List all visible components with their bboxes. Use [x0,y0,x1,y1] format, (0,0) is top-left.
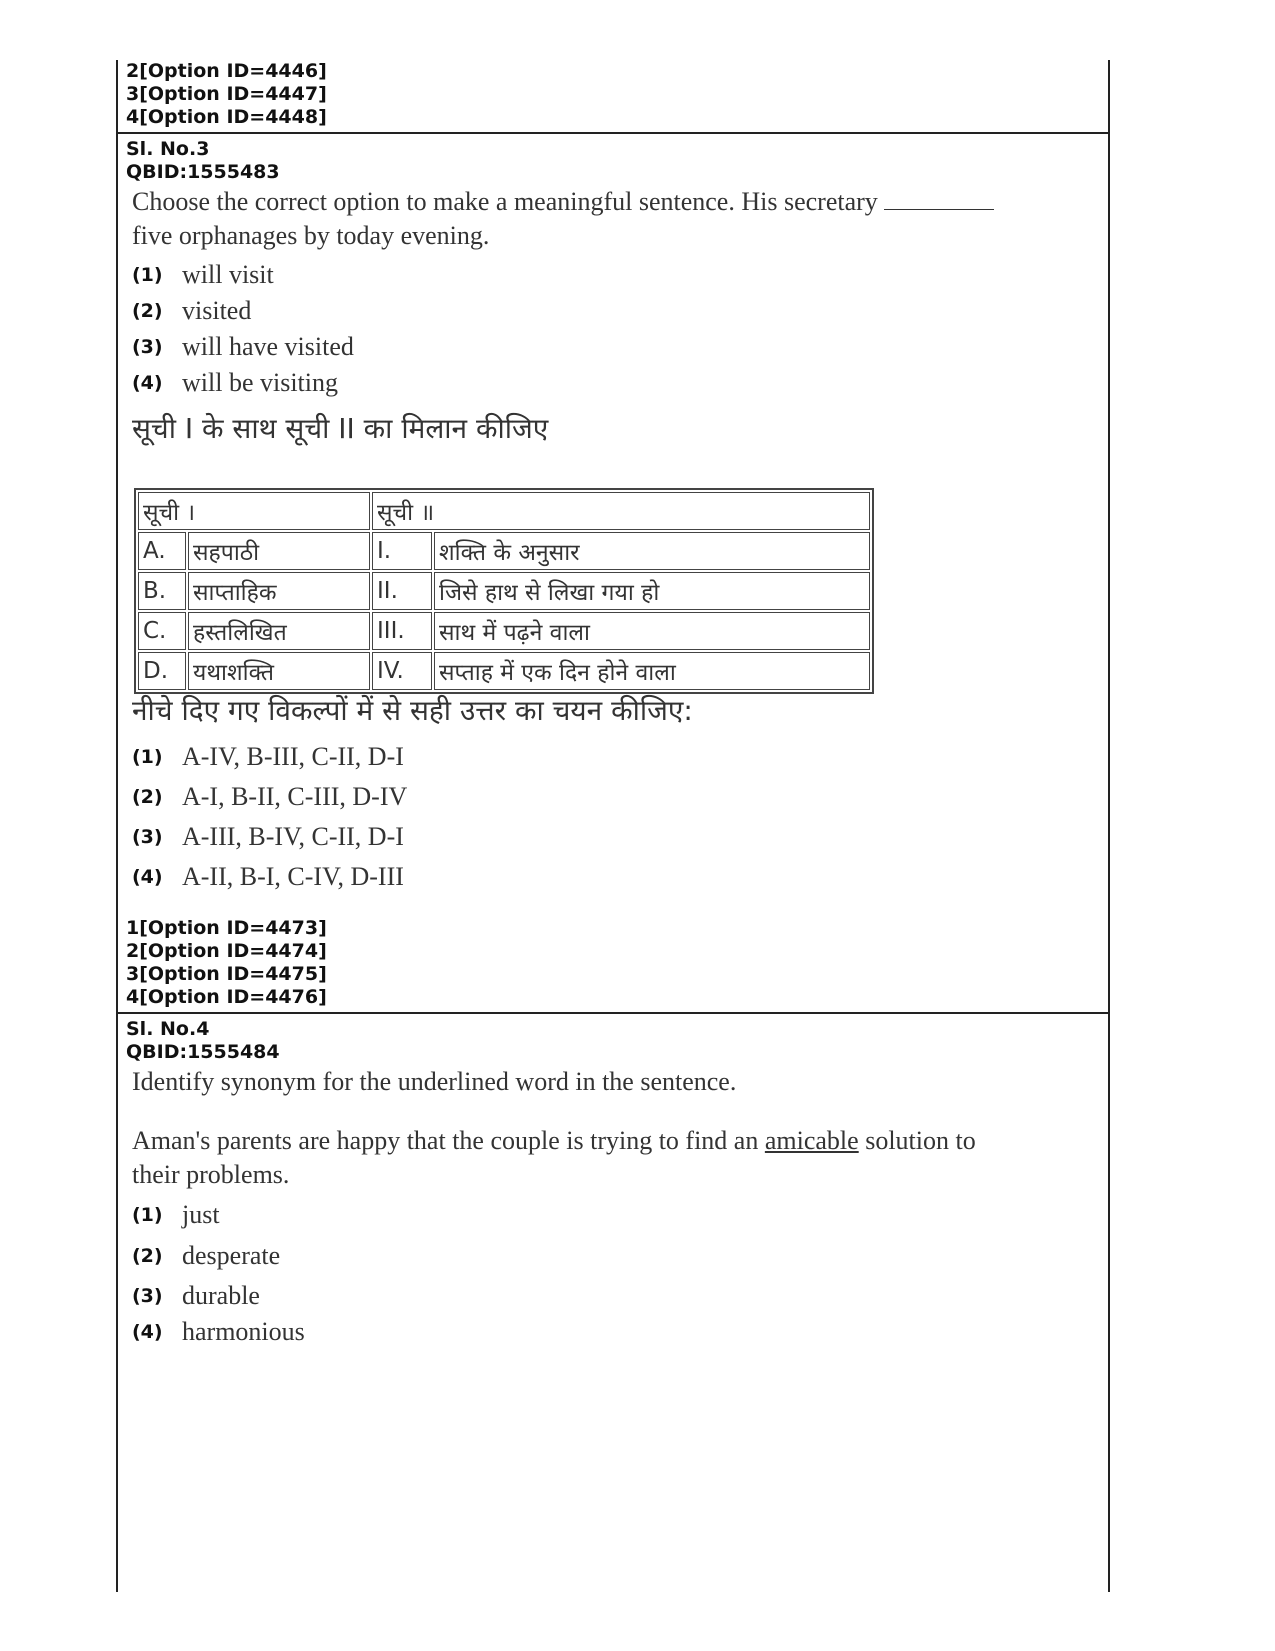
serial-number: Sl. No.4 [126,1018,210,1040]
option-2[interactable] [132,294,251,328]
option-text: A-I, B-II, C-III, D-IV [182,782,408,811]
question-4-text: Identify synonym for the underlined word in the sentence. [132,1067,737,1096]
table-row [138,612,870,650]
top-option-ids [126,60,327,129]
table-cell: सप्ताह में एक दिन होने वाला [434,652,870,690]
option-text: visited [182,296,252,325]
table-cell: II. [372,572,432,610]
option-1[interactable] [132,740,404,774]
question-4-sentence [132,1124,1052,1192]
sentence-part: Aman's parents are happy that the couple is trying to find an [132,1126,759,1155]
qbid: QBID:1555484 [126,1041,280,1063]
option-4[interactable] [132,1315,305,1349]
separator [118,132,1108,134]
match-instruction: नीचे दिए गए विकल्पों में से सही उत्तर का चयन कीजिए: [132,694,693,727]
separator [118,1012,1108,1014]
option-number: (2) [132,300,163,322]
question-4-header [126,1018,280,1064]
option-number: (2) [132,1245,163,1267]
option-number: (3) [132,826,163,848]
underlined-word: amicable [764,1126,859,1155]
option-text: A-IV, B-III, C-II, D-I [182,742,404,771]
option-number: (1) [132,264,163,286]
table-cell: हस्तलिखित [188,612,370,650]
option-text: A-III, B-IV, C-II, D-I [182,822,404,851]
serial-number: Sl. No.3 [126,138,210,160]
option-id: 4[Option ID=4448] [126,106,327,128]
option-number: (3) [132,336,163,358]
table-header-row [138,492,870,530]
option-number: (1) [132,746,163,768]
option-number: (3) [132,1285,163,1307]
table-cell: IV. [372,652,432,690]
table-cell: साथ में पढ़ने वाला [434,612,870,650]
option-text: will have visited [182,332,354,361]
option-id: 4[Option ID=4476] [126,986,327,1008]
table-cell: सहपाठी [188,532,370,570]
option-3[interactable] [132,330,354,364]
option-id: 3[Option ID=4447] [126,83,327,105]
table-cell: D. [138,652,186,690]
option-id: 2[Option ID=4474] [126,940,327,962]
option-number: (4) [132,372,163,394]
option-4[interactable] [132,860,404,894]
match-table [134,488,874,694]
option-number: (4) [132,1321,163,1343]
option-1[interactable] [132,258,274,292]
question-text-part: five orphanages by today evening. [132,221,490,250]
match-title: सूची I के साथ सूची II का मिलान कीजिए [132,412,549,445]
table-header: सूची ॥ [372,492,870,530]
option-2[interactable] [132,1239,280,1273]
option-text: will visit [182,260,274,289]
option-text: A-II, B-I, C-IV, D-III [182,862,404,891]
option-id: 1[Option ID=4473] [126,917,327,939]
sentence-part: solution to [865,1126,976,1155]
option-3[interactable] [132,1279,260,1313]
question-3-header [126,138,280,184]
option-3[interactable] [132,820,404,854]
qbid: QBID:1555483 [126,161,280,183]
question-paper-frame [116,60,1110,1592]
table-cell: C. [138,612,186,650]
table-row [138,532,870,570]
table-cell: जिसे हाथ से लिखा गया हो [434,572,870,610]
table-cell: A. [138,532,186,570]
option-number: (2) [132,786,163,808]
option-id: 2[Option ID=4446] [126,60,327,82]
option-id: 3[Option ID=4475] [126,963,327,985]
question-text-part: Choose the correct option to make a meaningful sentence. His secretary [132,187,878,216]
option-number: (1) [132,1204,163,1226]
table-cell: B. [138,572,186,610]
table-cell: यथाशक्ति [188,652,370,690]
table-cell: शक्ति के अनुसार [434,532,870,570]
fill-blank [884,187,994,210]
option-ids [126,917,327,1009]
option-text: will be visiting [182,368,338,397]
option-2[interactable] [132,780,407,814]
option-1[interactable] [132,1198,220,1232]
option-text: desperate [182,1241,281,1270]
option-text: durable [182,1281,260,1310]
sentence-part: their problems. [132,1160,290,1189]
option-text: just [182,1200,220,1229]
option-text: harmonious [182,1317,305,1346]
table-cell: I. [372,532,432,570]
table-header: सूची । [138,492,370,530]
table-cell: साप्ताहिक [188,572,370,610]
table-cell: III. [372,612,432,650]
option-number: (4) [132,866,163,888]
table-row [138,572,870,610]
table-row [138,652,870,690]
question-3-text [132,185,1032,253]
option-4[interactable] [132,366,338,400]
